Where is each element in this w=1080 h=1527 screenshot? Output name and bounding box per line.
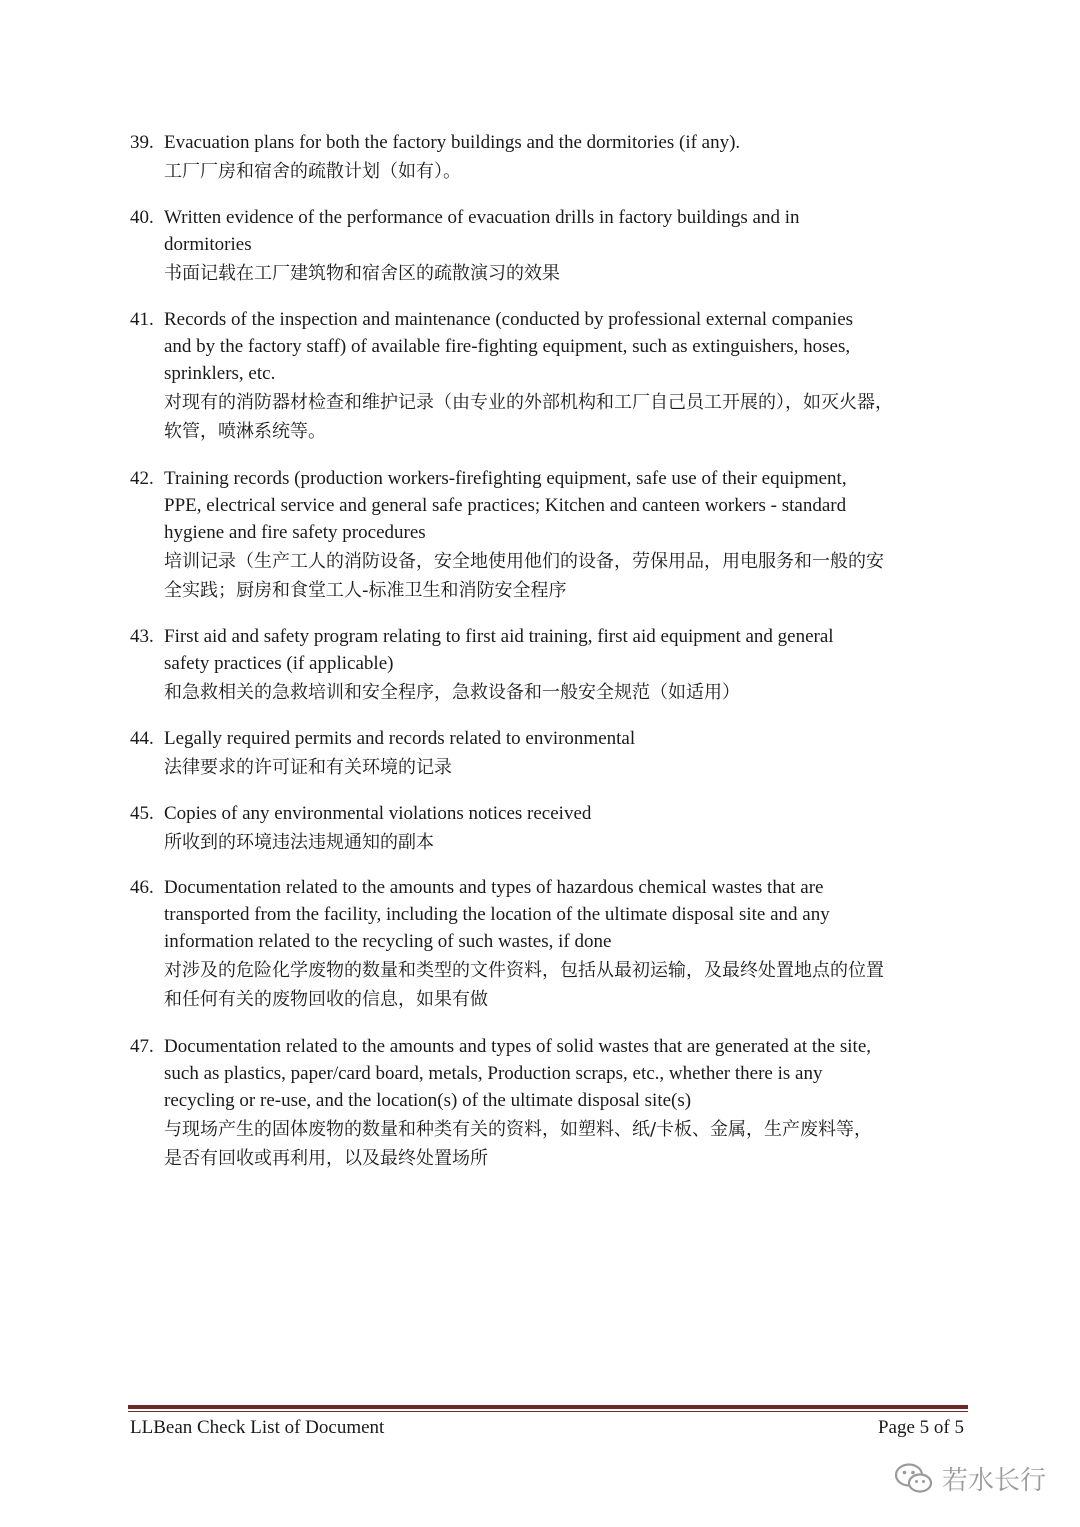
english-line: Documentation related to the amounts and types of solid wastes that are generated at the site, <box>164 1036 871 1057</box>
item-number: 47. <box>130 1036 154 1057</box>
item-number: 46. <box>130 877 154 898</box>
item-number: 39. <box>130 132 154 153</box>
english-line: recycling or re-use, and the location(s) of the ultimate disposal site(s) <box>164 1090 692 1111</box>
item-english <box>164 800 1010 827</box>
item-chinese <box>164 1115 1010 1173</box>
english-line: PPE, electrical service and general safe practices; Kitchen and canteen workers - standard <box>164 495 847 516</box>
english-line: hygiene and fire safety procedures <box>164 522 426 543</box>
footer-divider <box>128 1405 968 1409</box>
watermark <box>894 1460 1046 1497</box>
chinese-line: 培训记录（生产工人的消防设备，安全地使用他们的设备，劳保用品，用电服务和一般的安 <box>164 551 884 572</box>
item-english <box>164 623 1010 677</box>
watermark-text: 若水长行 <box>941 1466 1046 1496</box>
item-chinese <box>164 259 1010 288</box>
chinese-line: 对涉及的危险化学废物的数量和类型的文件资料，包括从最初运输，及最终处置地点的位置 <box>164 960 884 981</box>
item-number: 40. <box>130 207 154 228</box>
chinese-line: 软管，喷淋系统等。 <box>164 421 326 442</box>
chinese-line: 全实践；厨房和食堂工人-标准卫生和消防安全程序 <box>164 580 567 601</box>
english-line: Copies of any environmental violations notices received <box>164 803 592 824</box>
chinese-line: 是否有回收或再利用，以及最终处置场所 <box>164 1148 488 1169</box>
item-number: 45. <box>130 803 154 824</box>
item-number: 41. <box>130 309 154 330</box>
item-english <box>164 874 1010 955</box>
footer-page-number: Page 5 of 5 <box>877 1417 964 1438</box>
chinese-line: 所收到的环境违法违规通知的副本 <box>164 832 434 853</box>
chinese-line: 对现有的消防器材检查和维护记录（由专业的外部机构和工厂自己员工开展的），如灭火器， <box>164 392 893 413</box>
item-chinese <box>164 157 1010 186</box>
list-item-46 <box>130 874 1010 1014</box>
list-item-47 <box>130 1033 1010 1173</box>
chinese-line: 工厂厂房和宿舍的疏散计划（如有）。 <box>164 161 461 182</box>
item-chinese <box>164 547 1010 605</box>
chinese-line: 与现场产生的固体废物的数量和种类有关的资料，如塑料、纸/卡板、金属，生产废料等， <box>164 1119 873 1140</box>
english-line: such as plastics, paper/card board, metals, Production scraps, etc., whether there is any <box>164 1063 823 1084</box>
list-item-39 <box>130 129 1010 186</box>
english-line: transported from the facility, including the location of the ultimate disposal site and any <box>164 904 830 925</box>
english-line: Training records (production workers-firefighting equipment, safe use of their equipment, <box>164 468 847 489</box>
english-line: Evacuation plans for both the factory buildings and the dormitories (if any). <box>164 132 741 153</box>
item-chinese <box>164 956 1010 1014</box>
item-english <box>164 204 1010 258</box>
english-line: dormitories <box>164 234 252 255</box>
list-item-44 <box>130 725 1010 782</box>
list-item-41 <box>130 306 1010 446</box>
english-line: Legally required permits and records related to environmental <box>164 728 636 749</box>
list-item-43 <box>130 623 1010 707</box>
item-number: 43. <box>130 626 154 647</box>
item-english <box>164 306 1010 387</box>
footer-divider-thin <box>128 1411 968 1412</box>
english-line: sprinklers, etc. <box>164 363 276 384</box>
item-english <box>164 725 1010 752</box>
item-chinese <box>164 678 1010 707</box>
english-line: information related to the recycling of such wastes, if done <box>164 931 612 952</box>
item-number: 44. <box>130 728 154 749</box>
item-chinese <box>164 828 1010 857</box>
chinese-line: 书面记载在工厂建筑物和宿舍区的疏散演习的效果 <box>164 263 560 284</box>
chinese-line: 和急救相关的急救培训和安全程序，急救设备和一般安全规范（如适用） <box>164 682 740 703</box>
english-line: Records of the inspection and maintenance (conducted by professional external companies <box>164 309 854 330</box>
list-item-45 <box>130 800 1010 857</box>
item-chinese <box>164 753 1010 782</box>
item-english <box>164 1033 1010 1114</box>
english-line: and by the factory staff) of available fire-fighting equipment, such as extinguishers, hoses, <box>164 336 851 357</box>
chinese-line: 法律要求的许可证和有关环境的记录 <box>164 757 452 778</box>
wechat-icon <box>894 1462 934 1496</box>
list-item-40 <box>130 204 1010 288</box>
item-chinese <box>164 388 1010 446</box>
footer-document-title: LLBean Check List of Document <box>130 1417 385 1438</box>
item-number: 42. <box>130 468 154 489</box>
english-line: First aid and safety program relating to first aid training, first aid equipment and general <box>164 626 834 647</box>
item-english <box>164 129 1010 156</box>
chinese-line: 和任何有关的废物回收的信息，如果有做 <box>164 989 488 1010</box>
english-line: safety practices (if applicable) <box>164 653 394 674</box>
english-line: Written evidence of the performance of evacuation drills in factory buildings and in <box>164 207 800 228</box>
list-item-42 <box>130 465 1010 605</box>
item-english <box>164 465 1010 546</box>
english-line: Documentation related to the amounts and types of hazardous chemical wastes that are <box>164 877 824 898</box>
